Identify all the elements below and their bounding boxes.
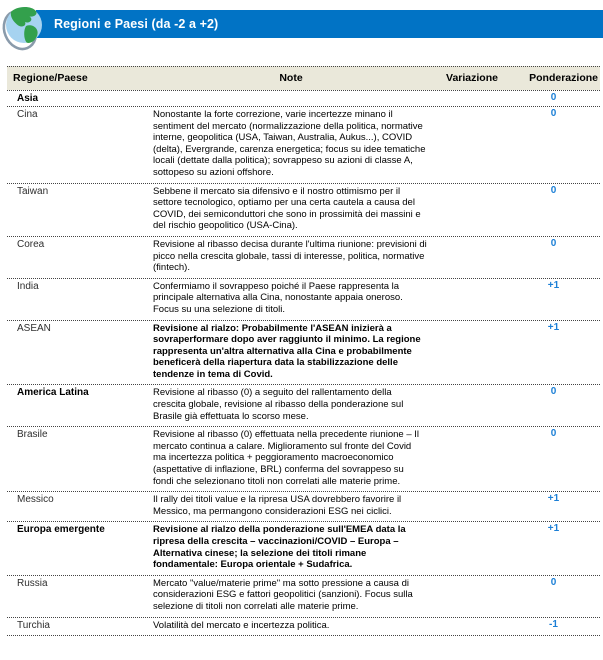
table-row-brasile (7, 426, 600, 491)
region-cell: Cina (17, 109, 38, 120)
region-cell: Messico (17, 494, 54, 506)
variazione-cell (437, 618, 507, 636)
column-header-regione-paese: Regione/Paese (13, 72, 88, 84)
globe-icon (1, 3, 45, 53)
page-title: Regioni e Paesi (da -2 a +2) (54, 17, 219, 31)
note-cell: Confermiamo il sovrappeso poiché il Paese rappresenta la principale alternativa alla Cina, nonostante appaia oneroso. Focus su una selezione di titoli. (153, 280, 403, 315)
table-row-corea (7, 236, 600, 278)
ponderazione-cell: 0 (550, 386, 557, 398)
ponderazione-cell: 0 (550, 108, 557, 119)
region-cell: Corea (17, 238, 45, 250)
note-cell: Volatilità del mercato e incertezza politica. (153, 619, 330, 631)
note-cell: Revisione al ribasso (0) effettuata nella precedente riunione – Il mercato continua a calare. Miglioramento sul fronte del Covid ma incertezza politica + peggioramento macroeconomico (aspettative di inflazione, BRL) conferma del sovrappeso su fondi che selezionano titoli non correlati alle materie prime. (153, 429, 419, 487)
variazione-cell (437, 522, 507, 574)
variazione-cell (437, 107, 507, 183)
ponderazione-cell: 0 (550, 184, 557, 196)
region-cell: Brasile (17, 429, 48, 441)
variazione-cell (437, 184, 507, 236)
column-header-ponderazione: Ponderazione (529, 72, 598, 84)
region-cell: Taiwan (17, 185, 49, 197)
region-cell: Asia (17, 93, 39, 104)
column-header-note: Note (279, 72, 303, 84)
note-cell: Nonostante la forte correzione, varie incertezze minano il sentiment del mercato (normalizzazione della politica, normative interne, geopolitica (USA, Taiwan, Australia, Aukus...), COVID (delta), Evergrande, carenza energetica; focus su idee tematiche locali (dettate dalla politica); sovrappeso su azioni di classe A, sottopeso su azioni offshore. (153, 109, 426, 178)
ponderazione-cell: 0 (550, 237, 557, 249)
variazione-cell (437, 385, 507, 426)
table-row-russia (7, 575, 600, 617)
variazione-cell (437, 321, 507, 385)
ponderazione-cell: 0 (550, 576, 557, 588)
note-cell: Mercato "value/materie prime" ma sotto pressione a causa di considerazioni ESG e fattori geopolitici (sanzioni). Focus sulla selezione di titoli non correlati alle materie prime. (153, 577, 413, 612)
table-row-america-latina (7, 384, 600, 426)
region-cell: America Latina (17, 387, 89, 399)
region-cell: Turchia (17, 619, 50, 631)
section-banner (0, 10, 603, 38)
table-row-taiwan (7, 183, 600, 236)
column-header-variazione: Variazione (446, 72, 498, 84)
ponderazione-cell: +1 (547, 279, 560, 291)
ponderazione-cell: 0 (550, 92, 557, 103)
variazione-cell (437, 91, 507, 106)
variazione-cell (437, 576, 507, 617)
ponderazione-cell: -1 (549, 618, 558, 630)
table-row-asean (7, 320, 600, 385)
table-row-cina (7, 106, 600, 183)
ponderazione-cell: +1 (547, 493, 560, 505)
region-cell: Europa emergente (17, 524, 105, 536)
table-row-turchia (7, 617, 600, 636)
regions-table (7, 66, 600, 636)
table-row-messico (7, 491, 600, 521)
ponderazione-cell: +1 (547, 321, 560, 333)
note-cell: Sebbene il mercato sia difensivo e il nostro ottimismo per il settore tecnologico, optiamo per una certa cautela a causa del COVID, dei semiconduttori che sono in prossimità dei massini e del rischio geopolitico (USA-Cina). (153, 185, 421, 232)
table-row-asia (7, 90, 600, 106)
variazione-cell (437, 279, 507, 320)
variazione-cell (437, 427, 507, 491)
region-cell: India (17, 280, 39, 292)
variazione-cell (437, 237, 507, 278)
region-cell: Russia (17, 577, 48, 589)
region-cell: ASEAN (17, 322, 51, 334)
note-cell: Revisione al rialzo della ponderazione sull'EMEA data la ripresa della crescita – vaccinazioni/COVID – Europa – Alternativa cinese; la selezione dei titoli rimane fondamentale: Europa orientale + Sudafrica. (153, 524, 406, 571)
note-cell: Revisione al ribasso (0) a seguito del rallentamento della crescita globale, revisione al ribasso della ponderazione sul Brasile già effettuata lo scorso mese. (153, 387, 404, 422)
table-row-india (7, 278, 600, 320)
note-cell: Revisione al rialzo: Probabilmente l'ASEAN inizierà a sovraperformare dopo aver raggiunto il minimo. La regione rappresenta un'altra alternativa alla Cina e probabilmente beneficerà della riapertura data la stabilizzazione delle tendenze in tema di Covid. (153, 322, 421, 380)
ponderazione-cell: 0 (550, 428, 557, 440)
note-cell (145, 91, 437, 106)
note-cell: Revisione al ribasso decisa durante l'ultima riunione: previsioni di picco nella crescita globale, tassi di interesse, politica, normative (fintech). (153, 238, 427, 274)
ponderazione-cell: +1 (547, 523, 560, 535)
table-header-row (7, 66, 600, 90)
table-row-europa-emergente (7, 521, 600, 574)
banner-bar (36, 10, 603, 38)
note-cell: Il rally dei titoli value e la ripresa USA dovrebbero favorire il Messico, ma permangono considerazioni ESG nei ciclici. (153, 494, 402, 517)
variazione-cell (437, 492, 507, 521)
